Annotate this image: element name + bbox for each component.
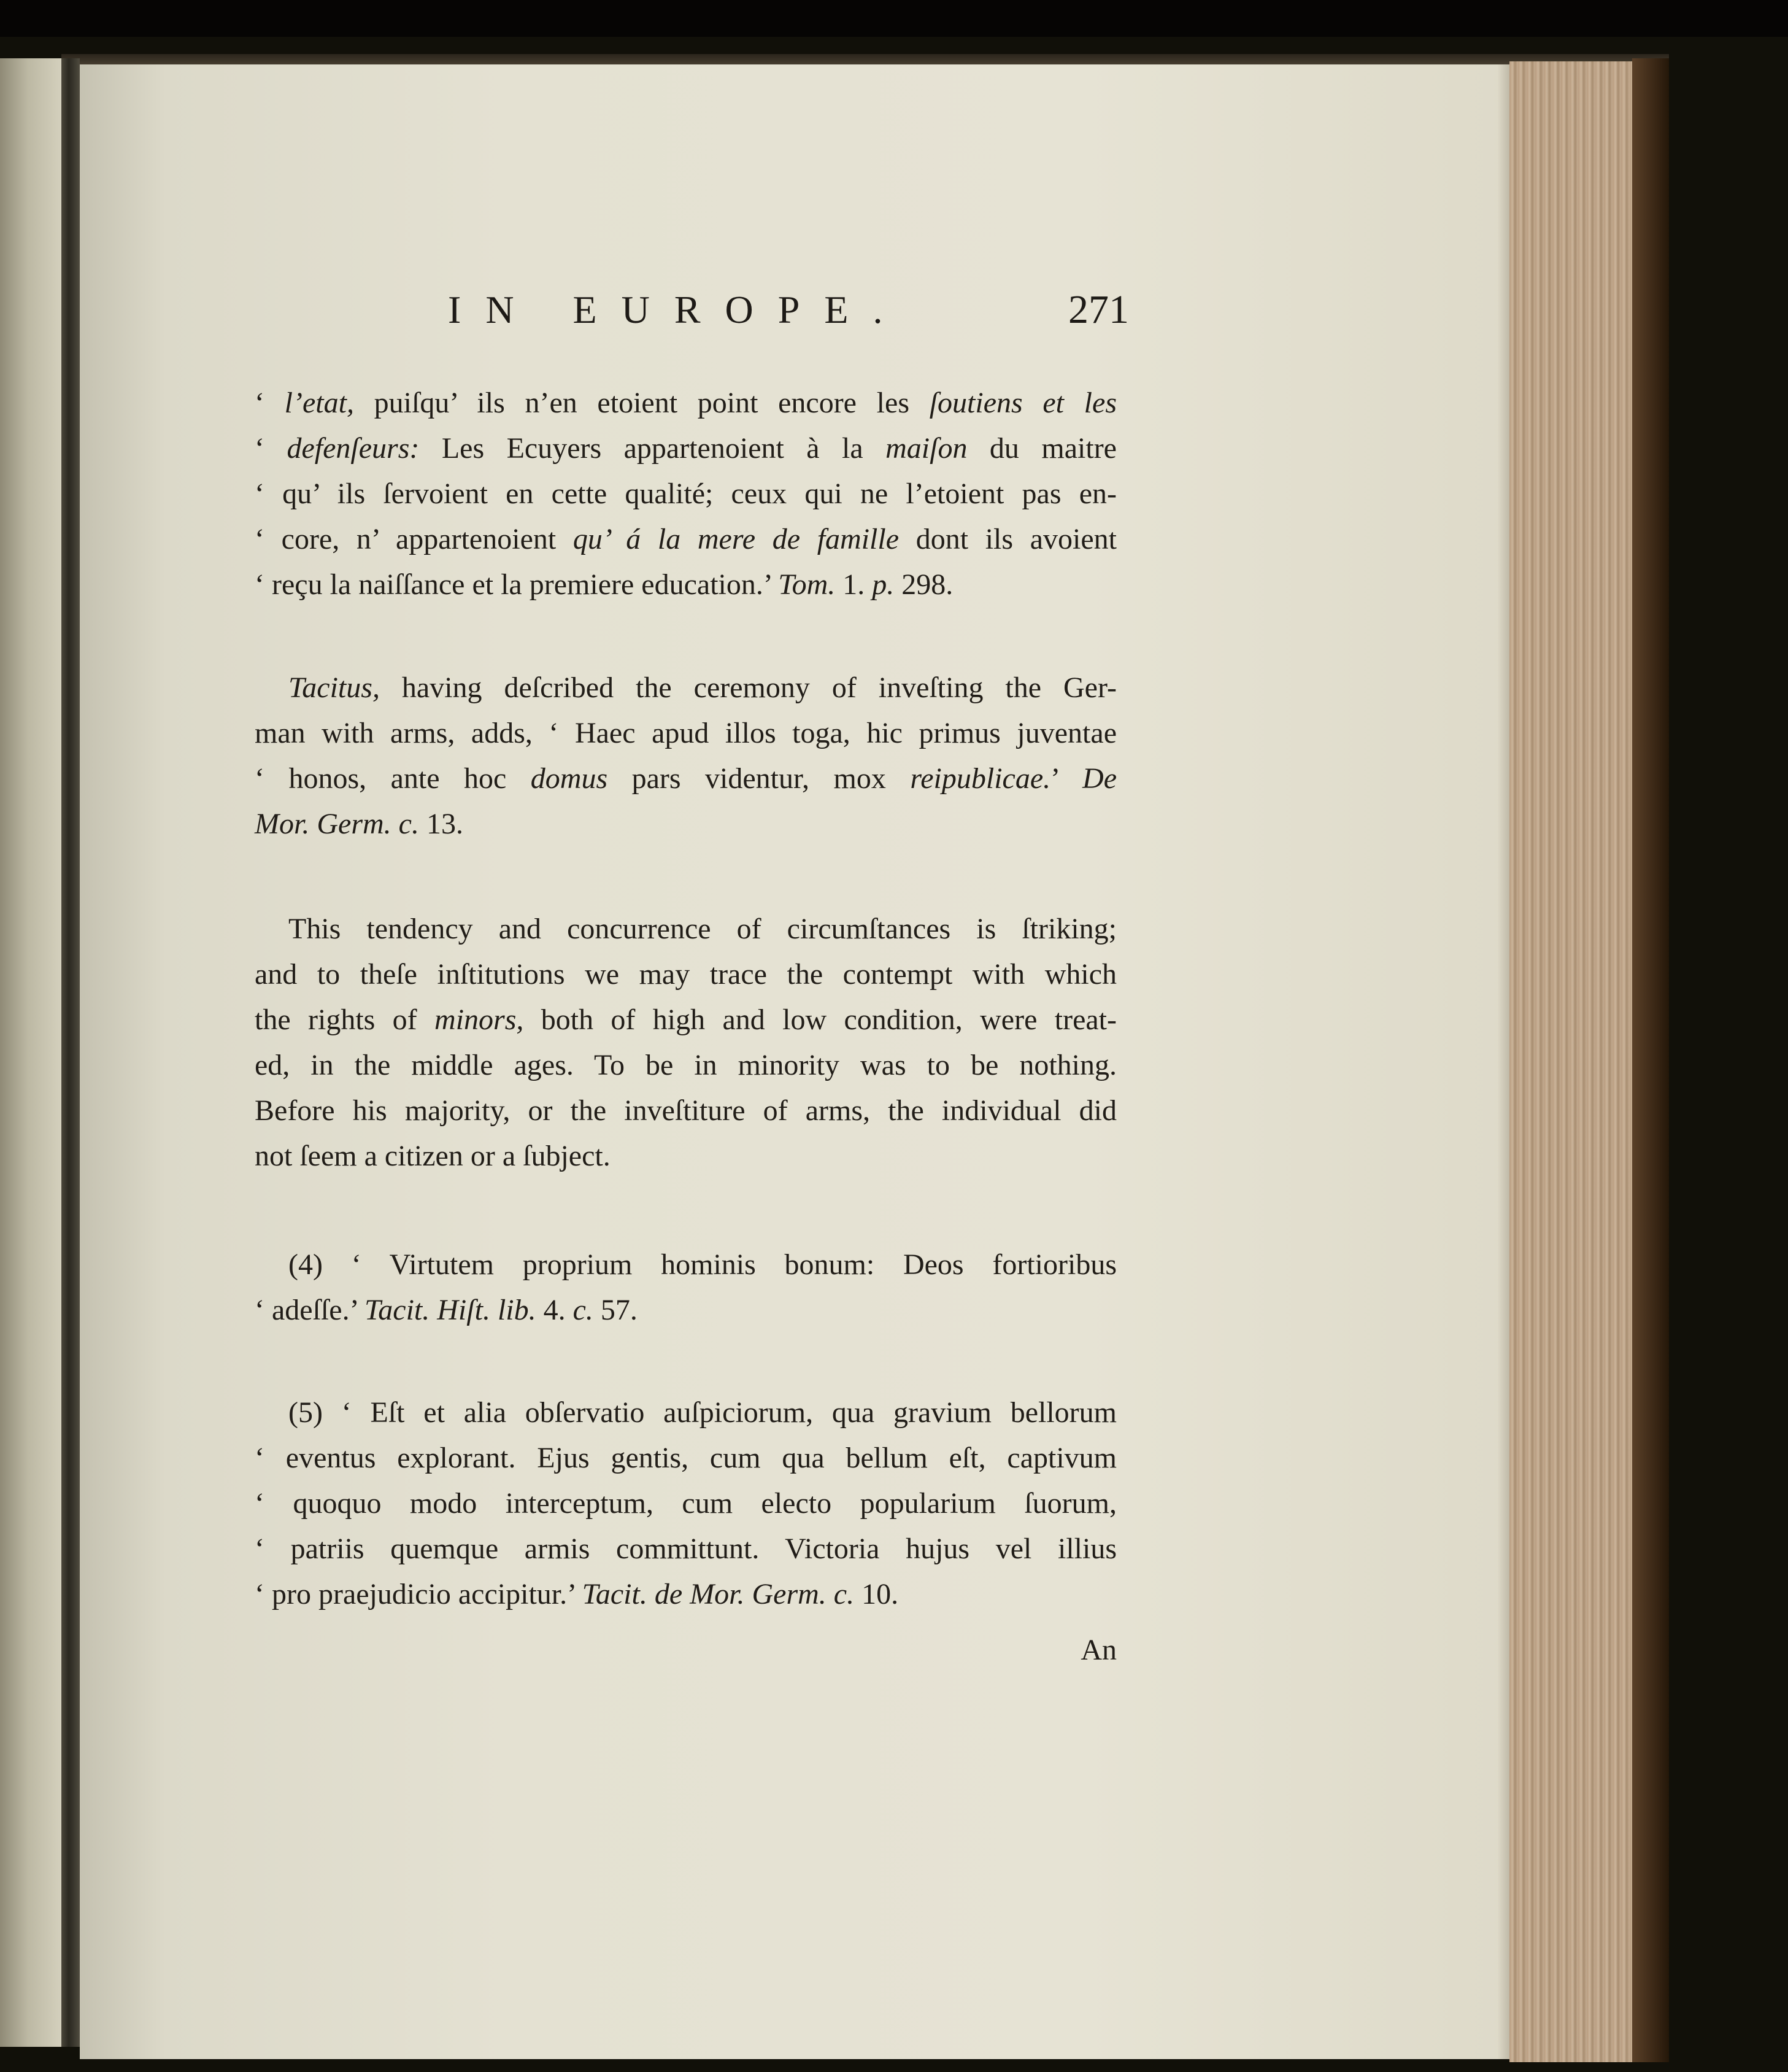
italic-run: ſoutiens et les bbox=[929, 387, 1117, 419]
text-line: ed, in the middle ages. To be in minority was to be nothing. bbox=[255, 1049, 1117, 1081]
italic-run: reipublicae. bbox=[910, 762, 1051, 795]
italic-run: Tacit. Hiſt. lib. bbox=[364, 1294, 536, 1326]
page-number: 271 bbox=[1068, 287, 1129, 332]
text-line: not ſeem a citizen or a ſubject. bbox=[255, 1140, 611, 1172]
italic-run: defenſeurs: bbox=[287, 432, 420, 465]
text-line: ‘ l’etat, puiſqu’ ils n’en etoient point encore les ſoutiens et les bbox=[255, 387, 1117, 419]
text-line: ‘ quoquo modo interceptum, cum electo popularium ſuorum, bbox=[255, 1487, 1117, 1520]
italic-run: l’etat, bbox=[284, 387, 354, 419]
catchword: An bbox=[1081, 1634, 1117, 1666]
italic-run: c. bbox=[572, 1294, 593, 1326]
text-line: This tendency and concurrence of circumſtances is ſtriking; bbox=[288, 913, 1117, 945]
text-line: Tacitus, having deſcribed the ceremony of inveſting the Ger- bbox=[288, 671, 1117, 704]
text-line: (4) ‘ Virtutem proprium hominis bonum: Deos fortioribus bbox=[288, 1248, 1117, 1281]
text-line: (5) ‘ Eſt et alia obſervatio auſpiciorum, qua gravium bellorum bbox=[288, 1396, 1117, 1429]
italic-run: qu’ á la mere de famille bbox=[572, 523, 900, 555]
text-line: ‘ eventus explorant. Ejus gentis, cum qua bellum eſt, captivum bbox=[255, 1442, 1117, 1474]
page-block-edges bbox=[1509, 61, 1632, 2062]
italic-run: maiſon bbox=[885, 432, 968, 465]
italic-run: p. bbox=[872, 568, 895, 601]
text-line: ‘ core, n’ appartenoient qu’ á la mere de famille dont ils avoient bbox=[255, 523, 1117, 555]
italic-run: De bbox=[1082, 762, 1117, 795]
left-page-edge bbox=[0, 58, 61, 2047]
book-cover-edge bbox=[1632, 58, 1669, 2062]
italic-run: Tom. bbox=[778, 568, 836, 601]
italic-run: minors, bbox=[434, 1003, 524, 1036]
text-line: ‘ reçu la naiſſance et la premiere education.’ Tom. 1. p. 298. bbox=[255, 568, 954, 601]
text-line: Before his majority, or the inveſtiture of arms, the individual did bbox=[255, 1094, 1117, 1127]
text-line: ‘ adeſſe.’ Tacit. Hiſt. lib. 4. c. 57. bbox=[255, 1294, 638, 1326]
italic-run: Mor. Germ. c. bbox=[255, 808, 419, 840]
italic-run: Tacit. de Mor. Germ. c. bbox=[582, 1578, 855, 1610]
text-line: and to theſe inſtitutions we may trace the contempt with which bbox=[255, 958, 1117, 991]
text-line: ‘ honos, ante hoc domus pars videntur, mox reipublicae.’ De bbox=[255, 762, 1117, 795]
text-line: ‘ defenſeurs: Les Ecuyers appartenoient à la maiſon du maitre bbox=[255, 432, 1117, 465]
text-line: the rights of minors, both of high and low condition, were treat- bbox=[255, 1003, 1117, 1036]
text-line: ‘ pro praejudicio accipitur.’ Tacit. de Mor. Germ. c. 10. bbox=[255, 1578, 899, 1610]
book-gutter bbox=[61, 58, 80, 2047]
text-line: ‘ qu’ ils ſervoient en cette qualité; ceux qui ne l’etoient pas en- bbox=[255, 477, 1117, 510]
running-head: IN EUROPE. bbox=[448, 288, 907, 331]
italic-run: Tacitus, bbox=[288, 671, 380, 704]
text-line: ‘ patriis quemque armis committunt. Victoria hujus vel illius bbox=[255, 1533, 1117, 1565]
text-line: Mor. Germ. c. 13. bbox=[255, 808, 463, 840]
italic-run: domus bbox=[530, 762, 608, 795]
text-line: man with arms, adds, ‘ Haec apud illos toga, hic primus juventae bbox=[255, 717, 1117, 749]
